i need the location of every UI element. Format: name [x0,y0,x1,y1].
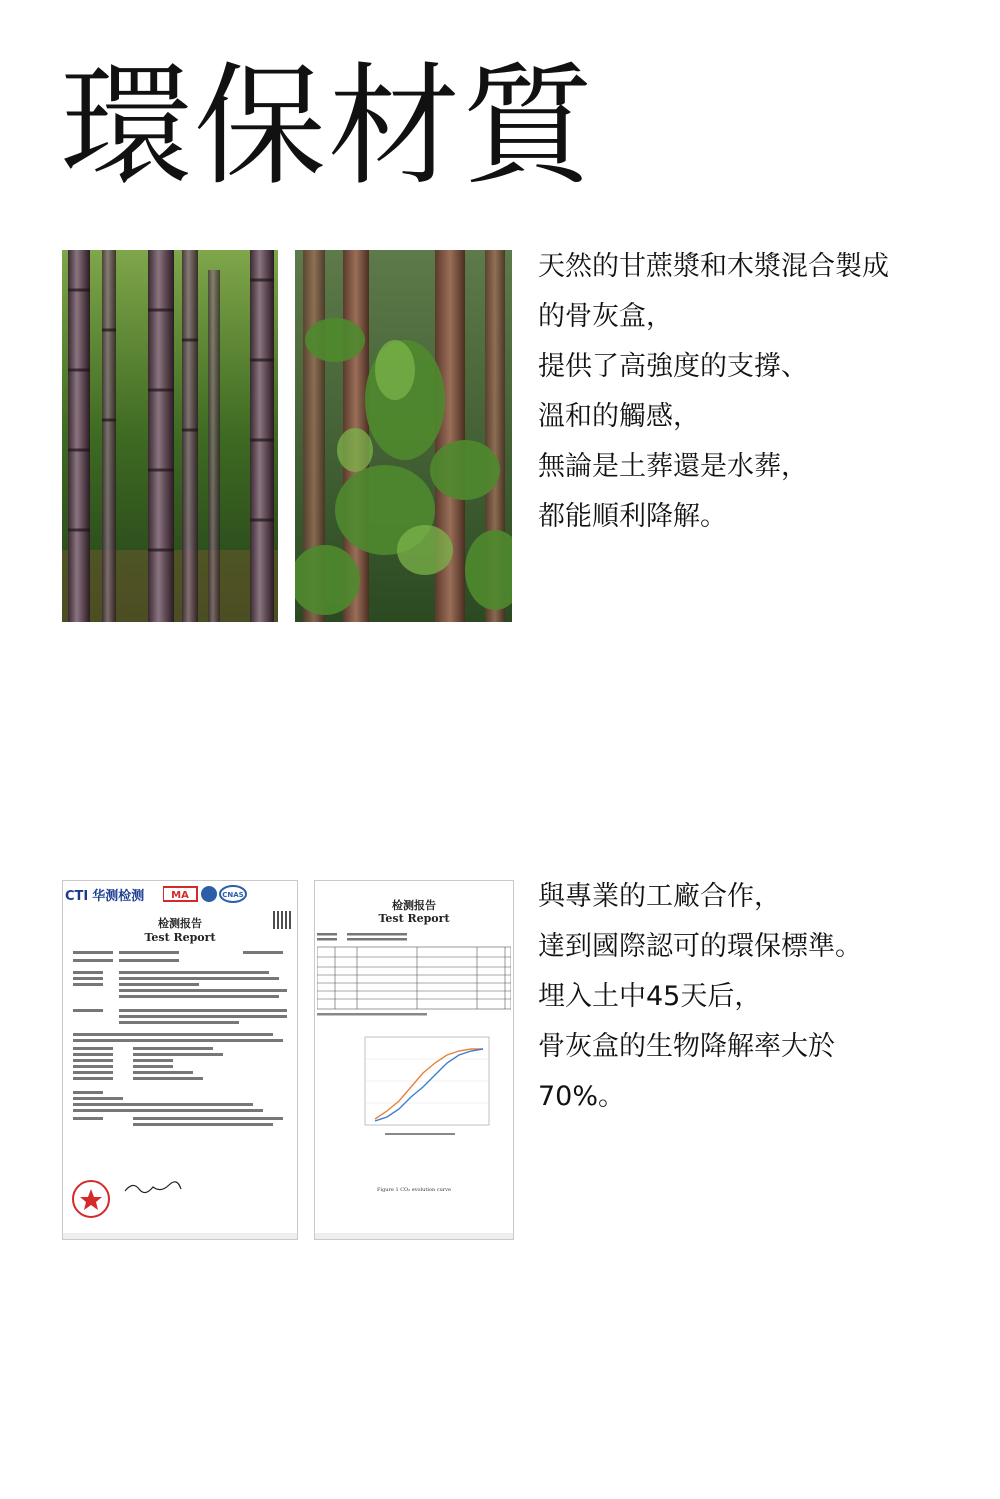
sugarcane-photo [62,250,278,622]
text-line: 提供了高強度的支撐、 [538,351,808,382]
text-line: 無論是土葬還是水葬， [538,451,808,482]
svg-text:CNAS: CNAS [222,891,244,899]
report-title-en: Test Report [144,931,216,944]
description-text-1 [538,242,889,542]
figure-caption: Figure 1 CO₂ evolution curve [377,1187,451,1193]
red-stamp-icon [71,1179,111,1219]
report-footer [315,1233,513,1239]
report-title-en: Test Report [378,912,450,925]
report-title-cn: 检测报告 [392,899,436,912]
text-line: 都能順利降解。 [538,501,727,532]
report-body-text [73,951,287,1131]
text-line: 骨灰盒的生物降解率大於 [538,1031,835,1062]
text-line: 的骨灰盒， [538,301,673,332]
description-text-2 [538,872,862,1122]
co2-evolution-chart [335,1029,495,1149]
certification-marks [163,885,273,903]
report-table [317,933,511,1023]
text-line: 與專業的工廠合作， [538,881,781,912]
signature [123,1179,183,1195]
test-report-document-1 [62,880,298,1240]
report-footer [63,1233,297,1239]
text-line: 溫和的觸感， [538,401,700,432]
text-line: 達到國際認可的環保標準。 [538,931,862,962]
text-line: 天然的甘蔗漿和木漿混合製成 [538,251,889,282]
cti-logo: CTI 华测检测 [65,889,145,904]
forest-photo [295,250,512,622]
text-line: 埋入土中45天后， [538,981,762,1012]
test-report-document-2 [314,880,514,1240]
text-line: 70%。 [538,1081,626,1112]
svg-text:MA: MA [171,890,189,901]
report-title-cn: 检测报告 [158,917,202,930]
page-title: 環保材質 [60,50,596,204]
